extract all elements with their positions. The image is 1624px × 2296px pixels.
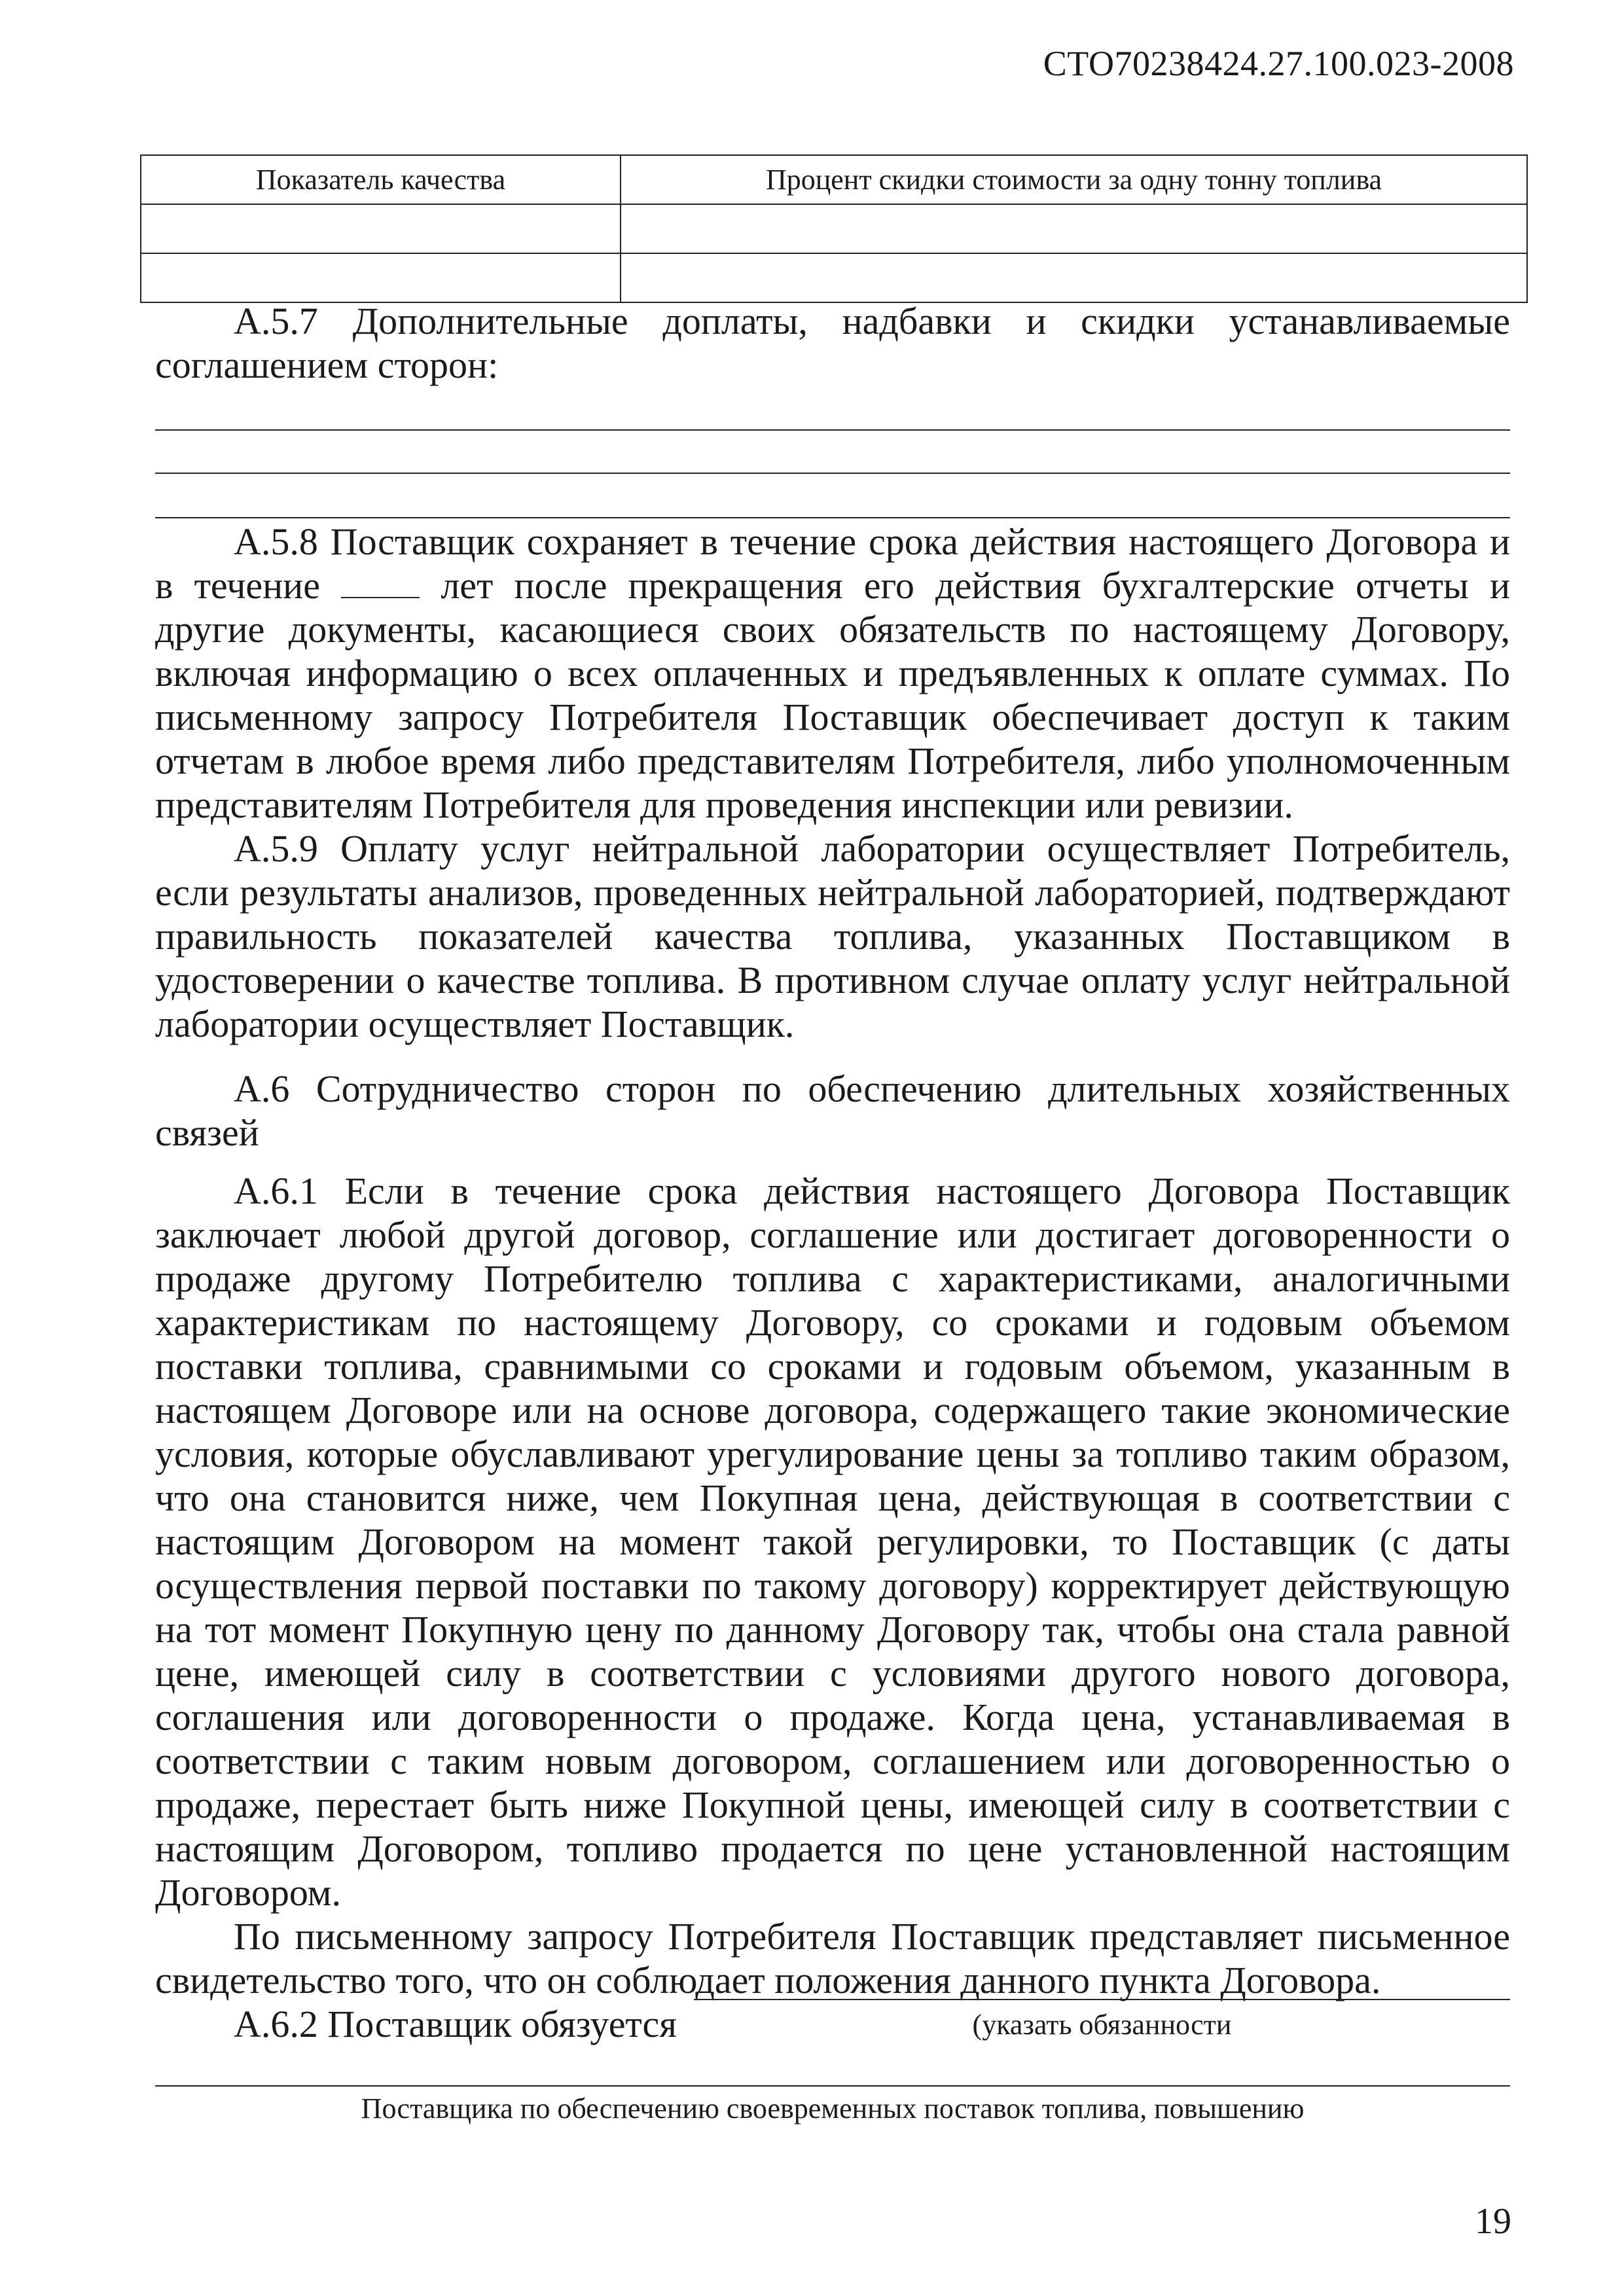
table-row bbox=[141, 253, 1527, 302]
section-a58-a59 bbox=[155, 520, 1510, 1046]
obligations-line bbox=[694, 1999, 1510, 2000]
section-a6 bbox=[155, 1067, 1510, 1155]
paragraph-a58-start: А.5.8 Поставщик сохраняет в течение срока действия настоящего Договора и в течение bbox=[155, 520, 1510, 607]
paragraph-a58 bbox=[155, 520, 1510, 827]
caption-supplier: Поставщика по обеспечению своевременных поставок топлива, повышению bbox=[361, 2092, 1305, 2125]
column-header-quality: Показатель качества bbox=[141, 155, 621, 204]
table-cell bbox=[141, 253, 621, 302]
section-a57 bbox=[155, 299, 1510, 387]
fill-line bbox=[155, 429, 1510, 431]
table-row bbox=[141, 204, 1527, 253]
table-cell bbox=[621, 253, 1527, 302]
section-a61 bbox=[155, 1169, 1510, 2046]
table-header-row bbox=[141, 155, 1527, 204]
document-code: СТО70238424.27.100.023-2008 bbox=[1043, 44, 1514, 83]
table-cell bbox=[141, 204, 621, 253]
paragraph-a58-end: лет после прекращения его действия бухгалтерские отчеты и другие документы, касающиеся своих обязательств по настоящему Договору, включая информацию о всех оплаченных и предъявленных к оплате суммах. По письменному запросу Потребителя Поставщик обеспечивает доступ к таким отчетам в любое время либо представителям Потребителя, либо уполномоченным представителям Потребителя для проведения инспекции или ревизии. bbox=[155, 564, 1511, 826]
paragraph-a62: А.6.2 Поставщик обязуется bbox=[234, 2003, 677, 2045]
fill-line bbox=[155, 473, 1510, 474]
quality-discount-table bbox=[140, 154, 1528, 303]
fill-line bbox=[155, 517, 1510, 518]
paragraph-a61: А.6.1 Если в течение срока действия настоящего Договора Поставщик заключает любой другой договор, соглашение или достигает договоренности о продаже другому Потребителю топлива с характеристиками, аналогичными характеристикам по настоящему Договору, со сроками и годовым объемом поставки топлива, сравнимыми со сроками и годовым объемом, указанным в настоящем Договоре или на основе договора, содержащего такие экономические условия, которые обуславливают урегулирование цены за топливо таким образом, что она становится ниже, чем Покупная цена, действующая в соответствии с настоящим Договором на момент такой регулировки, то Поставщик (с даты осуществления первой поставки по такому договору) корректирует действующую на тот момент Покупную цену по данному Договору так, чтобы она стала равной цене, имеющей силу в соответствии с условиями другого нового договора, соглашения или договоренности о продаже. Когда цена, устанавливаемая в соответствии с таким новым договором, соглашением или договоренностью о продаже, перестает быть ниже Покупной цены, имеющей силу в соответствии с настоящим Договором, топливо продается по цене установленной настоящим Договором. bbox=[155, 1170, 1510, 1914]
paragraph-a61-extra: По письменному запросу Потребителя Поставщик представляет письменное свидетельство того, что он соблюдает положения данного пункта Договора. bbox=[155, 1915, 1510, 2001]
caption-obligations: (указать обязанности bbox=[972, 2009, 1232, 2041]
fill-line bbox=[155, 2085, 1510, 2087]
years-blank bbox=[341, 568, 420, 598]
table-cell bbox=[621, 204, 1527, 253]
page-number: 19 bbox=[1475, 2201, 1511, 2242]
paragraph-a57: А.5.7 Дополнительные доплаты, надбавки и скидки устанавливаемые соглашением сторон: bbox=[155, 300, 1510, 386]
paragraph-a6: А.6 Сотрудничество сторон по обеспечению длительных хозяйственных связей bbox=[155, 1067, 1510, 1154]
column-header-discount: Процент скидки стоимости за одну тонну топлива bbox=[621, 155, 1527, 204]
paragraph-a59: А.5.9 Оплату услуг нейтральной лаборатории осуществляет Потребитель, если результаты анализов, проведенных нейтральной лабораторией, подтверждают правильность показателей качества топлива, указанных Поставщиком в удостоверении о качестве топлива. В противном случае оплату услуг нейтральной лаборатории осуществляет Поставщик. bbox=[155, 827, 1510, 1045]
